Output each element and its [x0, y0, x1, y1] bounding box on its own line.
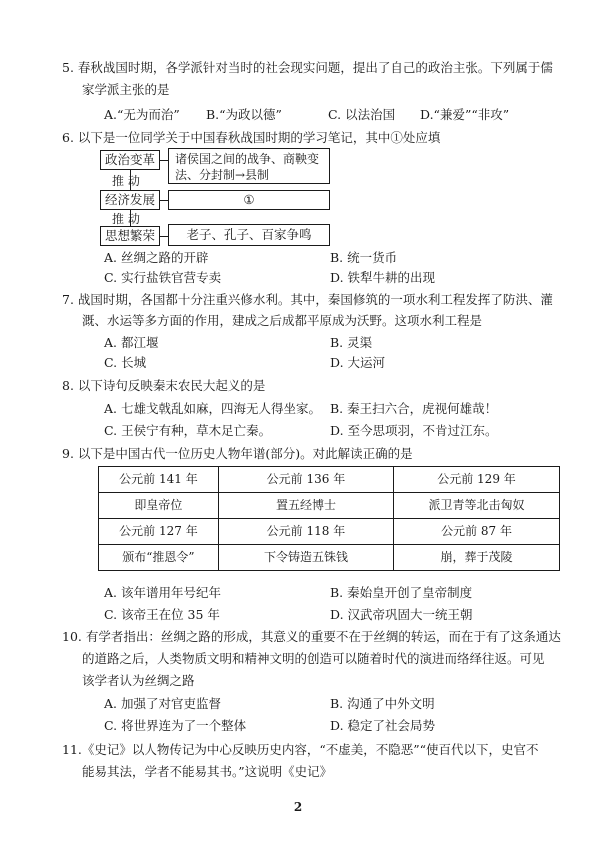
flow-box-thought: 思想繁荣 [100, 226, 160, 246]
q10-stem-line2: 的道路之后，人类物质文明和精神文明的创造可以随着时代的演进而络绎往返。可见 [82, 651, 545, 666]
table-cell: 下令铸造五铢钱 [218, 545, 393, 571]
table-row [99, 467, 560, 493]
flow-connector [160, 200, 168, 201]
table-cell: 派卫青等北击匈奴 [394, 493, 560, 519]
q7-option-d[interactable]: D. 大运河 [330, 355, 386, 370]
table-cell: 公元前 118 年 [218, 519, 393, 545]
q7-stem-line1: 7. 战国时期，各国都十分注重兴修水利。其中，秦国修筑的一项水利工程发挥了防洪、灌 [62, 292, 553, 307]
flow-text-thought: 老子、孔子、百家争鸣 [168, 224, 330, 246]
q10-stem-line1: 10. 有学者指出：丝绸之路的形成，其意义的重要不在于丝绸的转运，而在于有了这条通达 [62, 629, 561, 644]
q5-option-b[interactable]: B.“为政以德” [206, 107, 282, 122]
q5-option-a[interactable]: A.“无为而治” [104, 107, 180, 122]
q8-option-d[interactable]: D. 至今思项羽，不肯过江东。 [330, 423, 498, 438]
flow-text-politics [168, 148, 330, 184]
q5-option-c[interactable]: C. 以法治国 [328, 107, 396, 122]
q8-option-a[interactable]: A. 七雄戈戟乱如麻，四海无人得坐家。 [104, 401, 321, 416]
flow-text-politics-line1: 诸侯国之间的战争、商鞅变 [175, 152, 320, 166]
q5-option-d[interactable]: D.“兼爱”“非攻” [420, 107, 510, 122]
q7-option-c[interactable]: C. 长城 [104, 355, 147, 370]
table-row [99, 519, 560, 545]
q5-stem-line1: 5. 春秋战国时期，各学派针对当时的社会现实问题，提出了自己的政治主张。下列属于儒 [62, 60, 553, 75]
q5-stem-line2: 家学派主张的是 [82, 82, 170, 97]
table-row [99, 493, 560, 519]
q8-option-b[interactable]: B. 秦王扫六合，虎视何雄哉！ [330, 401, 498, 416]
q10-option-c[interactable]: C. 将世界连为了一个整体 [104, 718, 247, 733]
flow-connector [160, 236, 168, 237]
page-number: 2 [293, 800, 303, 814]
q6-option-c[interactable]: C. 实行盐铁官营专卖 [104, 270, 222, 285]
q11-stem-line2: 能易其法，学者不能易其书。”这说明《史记》 [82, 764, 333, 779]
q6-option-a[interactable]: A. 丝绸之路的开辟 [104, 250, 209, 265]
flow-box-economy: 经济发展 [100, 190, 160, 210]
q7-option-a[interactable]: A. 都江堰 [104, 335, 159, 350]
q9-option-a[interactable]: A. 该年谱用年号纪年 [104, 585, 221, 600]
q9-option-c[interactable]: C. 该帝王在位 35 年 [104, 607, 220, 622]
q11-stem-line1: 11.《史记》以人物传记为中心反映历史内容，“不虚美，不隐恶”“使百代以下，史官不 [62, 742, 539, 757]
q10-option-a[interactable]: A. 加强了对官吏监督 [104, 696, 221, 711]
q8-stem-line1: 8. 以下诗句反映秦末农民大起义的是 [62, 378, 266, 393]
q10-option-b[interactable]: B. 沟通了中外文明 [330, 696, 435, 711]
q9-stem-line1: 9. 以下是中国古代一位历史人物年谱(部分)。对此解读正确的是 [62, 446, 413, 461]
table-cell: 公元前 141 年 [99, 467, 219, 493]
q7-stem-line2: 溉、水运等多方面的作用，建成之后成都平原成为沃野。这项水利工程是 [82, 313, 483, 328]
table-cell: 公元前 127 年 [99, 519, 219, 545]
q6-option-b[interactable]: B. 统一货币 [330, 250, 398, 265]
table-row [99, 545, 560, 571]
q9-option-d[interactable]: D. 汉武帝巩固大一统王朝 [330, 607, 473, 622]
table-cell: 公元前 87 年 [394, 519, 560, 545]
table-cell: 即皇帝位 [99, 493, 219, 519]
q10-stem-line3: 该学者认为丝绸之路 [82, 673, 195, 688]
table-cell: 颁布“推恩令” [99, 545, 219, 571]
table-cell: 置五经博士 [218, 493, 393, 519]
flow-push-label-1: 推 动 [112, 174, 140, 188]
q10-option-d[interactable]: D. 稳定了社会局势 [330, 718, 436, 733]
flow-push-label-2: 推 动 [112, 212, 140, 226]
q6-option-d[interactable]: D. 铁犁牛耕的出现 [330, 270, 436, 285]
flow-blank-1: ① [168, 190, 330, 210]
table-cell: 崩，葬于茂陵 [394, 545, 560, 571]
table-cell: 公元前 136 年 [218, 467, 393, 493]
flow-text-politics-line2: 法、分封制→县制 [175, 168, 270, 183]
q8-option-c[interactable]: C. 王侯宁有种，草木足亡秦。 [104, 423, 272, 438]
q7-option-b[interactable]: B. 灵渠 [330, 335, 373, 350]
q6-stem-line1: 6. 以下是一位同学关于中国春秋战国时期的学习笔记，其中①处应填 [62, 130, 441, 145]
flow-connector [160, 160, 168, 161]
chronology-table [98, 466, 560, 571]
q9-option-b[interactable]: B. 秦始皇开创了皇帝制度 [330, 585, 473, 600]
table-cell: 公元前 129 年 [394, 467, 560, 493]
flow-box-politics: 政治变革 [100, 150, 160, 170]
